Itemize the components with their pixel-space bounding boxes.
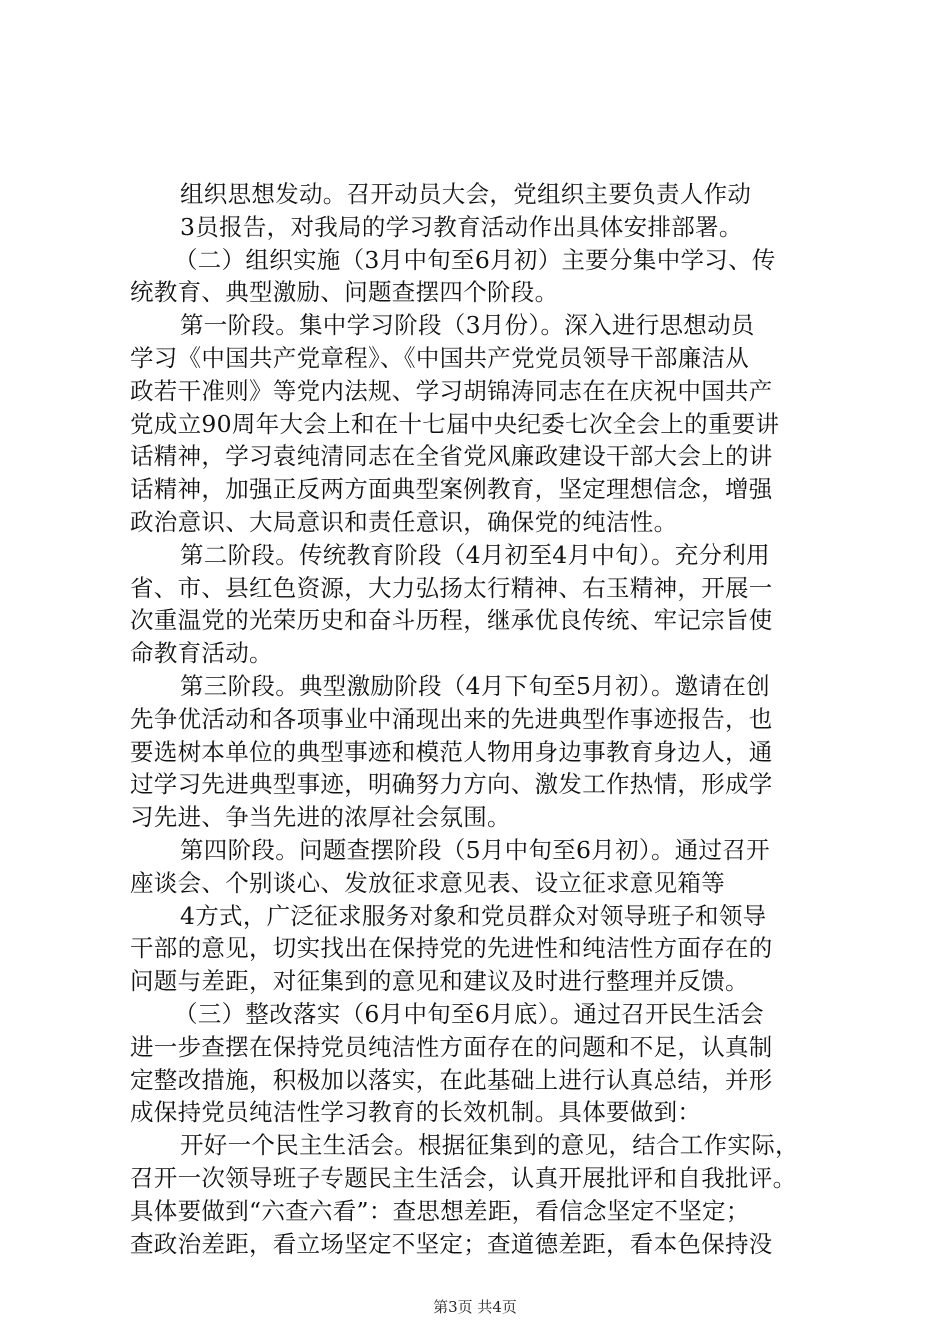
text-line: 学习《中国共产党章程》、《中国共产党党员领导干部廉洁从 — [130, 343, 750, 372]
text-line: 政若干准则》等党内法规、学习胡锦涛同志在在庆祝中国共产 — [130, 376, 773, 405]
text-line: 第一阶段。集中学习阶段（3月份）。深入进行思想动员 — [180, 311, 755, 340]
text-line: 要选树本单位的典型事迹和模范人物用身边事教育身边人，通 — [130, 737, 773, 766]
text-line: 命教育活动。 — [130, 639, 273, 668]
text-line: 干部的意见，切实找出在保持党的先进性和纯洁性方面存在的 — [130, 934, 773, 963]
text-line: 第二阶段。传统教育阶段（4月初至4月中旬）。充分利用 — [180, 540, 770, 569]
text-line: 查政治差距，看立场坚定不坚定；查道德差距，看本色保持没 — [130, 1229, 773, 1258]
text-line: 省、市、县红色资源，大力弘扬太行精神、右玉精神，开展一 — [130, 573, 773, 602]
text-line: （二）组织实施（3月中旬至6月初）主要分集中学习、传 — [174, 245, 776, 274]
text-line: 进一步查摆在保持党员纯洁性方面存在的问题和不足，认真制 — [130, 1032, 773, 1061]
text-line: 第三阶段。典型激励阶段（4月下旬至5月初）。邀请在创 — [180, 671, 770, 700]
text-line: （三）整改落实（6月中旬至6月底）。通过召开民生活会 — [174, 999, 764, 1028]
text-line: 问题与差距，对征集到的意见和建议及时进行整理并反馈。 — [130, 967, 749, 996]
body-text — [130, 178, 850, 1260]
text-line: 座谈会、个别谈心、发放征求意见表、设立征求意见箱等 — [130, 868, 725, 897]
text-line: 组织思想发动。召开动员大会，党组织主要负责人作动 — [180, 180, 752, 208]
text-line: 先争优活动和各项事业中涌现出来的先进典型作事迹报告，也 — [130, 704, 773, 733]
text-line: 次重温党的光荣历史和奋斗历程，继承优良传统、牢记宗旨使 — [130, 606, 773, 635]
text-line: 具体要做到“六查六看”：查思想差距，看信念坚定不坚定； — [130, 1196, 750, 1225]
text-line: 成保持党员纯洁性学习教育的长效机制。具体要做到： — [130, 1098, 702, 1127]
text-line: 过学习先进典型事迹，明确努力方向、激发工作热情，形成学 — [130, 770, 773, 799]
text-line: 话精神，加强正反两方面典型案例教育，坚定理想信念，增强 — [130, 475, 773, 504]
text-line: 3员报告，对我局的学习教育活动作出具体安排部署。 — [180, 212, 743, 241]
text-line: 4方式，广泛征求服务对象和党员群众对领导班子和领导 — [180, 901, 767, 930]
text-line: 开好一个民主生活会。根据征集到的意见，结合工作实际， — [180, 1131, 799, 1160]
text-line: 党成立90周年大会上和在十七届中央纪委七次全会上的重要讲 — [130, 409, 780, 438]
text-line: 话精神，学习袁纯清同志在全省党风廉政建设干部大会上的讲 — [130, 442, 773, 471]
text-line: 第四阶段。问题查摆阶段（5月中旬至6月初）。通过召开 — [180, 835, 770, 864]
text-line: 政治意识、大局意识和责任意识，确保党的纯洁性。 — [130, 507, 678, 536]
text-line: 定整改措施，积极加以落实，在此基础上进行认真总结，并形 — [130, 1065, 773, 1094]
page-number-footer: 第3页 共4页 — [433, 1298, 517, 1316]
text-line: 统教育、典型激励、问题查摆四个阶段。 — [130, 278, 559, 307]
text-line: 习先进、争当先进的浓厚社会氛围。 — [130, 803, 511, 832]
text-line: 召开一次领导班子专题民主生活会，认真开展批评和自我批评。 — [130, 1163, 797, 1192]
